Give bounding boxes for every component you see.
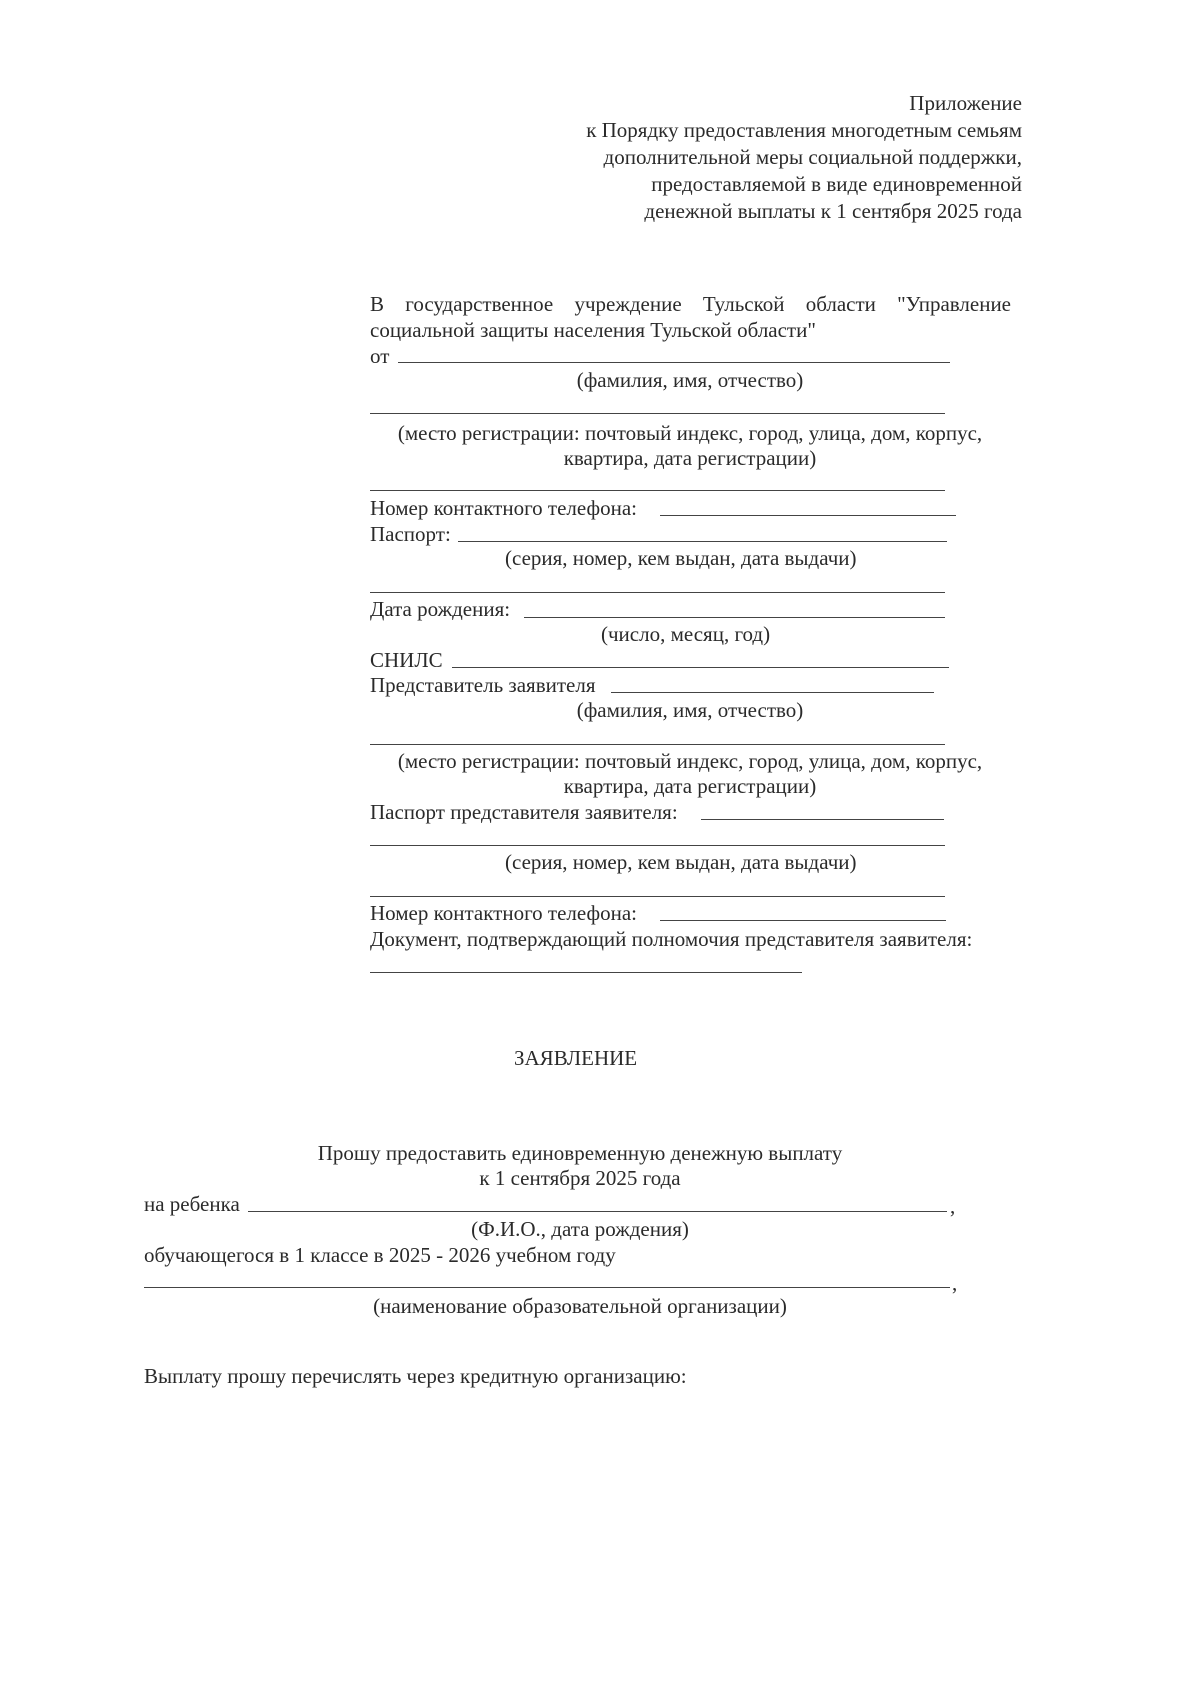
child-label: на ребенка xyxy=(144,1192,240,1216)
applicant-registration-caption-1: (место регистрации: почтовый индекс, город, улица, дом, корпус, xyxy=(397,421,983,445)
applicant-birthdate-field[interactable] xyxy=(524,617,945,618)
appendix-line-5: денежной выплаты к 1 сентября 2025 года xyxy=(644,199,1022,223)
statement-title: ЗАЯВЛЕНИЕ xyxy=(514,1046,638,1070)
appendix-line-2: к Порядку предоставления многодетным семьям xyxy=(586,118,1022,142)
applicant-snils-field[interactable] xyxy=(452,667,949,668)
addressee-line-1: В государственное учреждение Тульской области "Управление xyxy=(370,292,1011,316)
applicant-phone-field[interactable] xyxy=(660,515,956,516)
representative-label: Представитель заявителя xyxy=(370,673,596,697)
representative-phone-label: Номер контактного телефона: xyxy=(370,901,637,925)
child-caption: (Ф.И.О., дата рождения) xyxy=(471,1217,689,1241)
representative-phone-field[interactable] xyxy=(660,920,946,921)
representative-authority-doc-label: Документ, подтверждающий полномочия представителя заявителя: xyxy=(370,927,973,951)
representative-passport-caption: (серия, номер, кем выдан, дата выдачи) xyxy=(505,850,857,874)
payment-line: Выплату прошу перечислять через кредитную организацию: xyxy=(144,1364,687,1388)
appendix-title: Приложение xyxy=(909,91,1022,115)
from-label: от xyxy=(370,344,390,368)
child-name-field[interactable] xyxy=(248,1211,947,1212)
applicant-name-field[interactable] xyxy=(398,362,950,363)
applicant-passport-extra-field[interactable] xyxy=(370,592,945,593)
school-name-field[interactable] xyxy=(144,1287,950,1288)
addressee-line-2: социальной защиты населения Тульской области" xyxy=(370,318,816,342)
school-caption: (наименование образовательной организации) xyxy=(373,1294,787,1318)
request-line-2: к 1 сентября 2025 года xyxy=(479,1166,681,1190)
applicant-birthdate-label: Дата рождения: xyxy=(370,597,511,621)
child-comma: , xyxy=(950,1194,956,1218)
applicant-registration-caption-2: квартира, дата регистрации) xyxy=(563,446,817,470)
appendix-line-4: предоставляемой в виде единовременной xyxy=(651,172,1022,196)
studying-line: обучающегося в 1 классе в 2025 - 2026 учебном году xyxy=(144,1243,616,1267)
representative-passport-extra-field-2[interactable] xyxy=(370,896,945,897)
representative-registration-caption-1: (место регистрации: почтовый индекс, город, улица, дом, корпус, xyxy=(397,749,983,773)
representative-authority-doc-field[interactable] xyxy=(370,972,802,973)
representative-registration-caption-2: квартира, дата регистрации) xyxy=(563,774,817,798)
applicant-birthdate-caption: (число, месяц, год) xyxy=(601,622,771,646)
representative-passport-extra-field[interactable] xyxy=(370,845,945,846)
applicant-passport-caption: (серия, номер, кем выдан, дата выдачи) xyxy=(505,546,857,570)
applicant-phone-label: Номер контактного телефона: xyxy=(370,496,637,520)
applicant-registration-field[interactable] xyxy=(370,413,945,414)
appendix-line-3: дополнительной меры социальной поддержки, xyxy=(603,145,1022,169)
applicant-passport-field[interactable] xyxy=(458,541,947,542)
representative-name-caption: (фамилия, имя, отчество) xyxy=(576,698,804,722)
applicant-passport-label: Паспорт: xyxy=(370,522,451,546)
representative-name-field[interactable] xyxy=(611,692,934,693)
applicant-snils-label: СНИЛС xyxy=(370,648,443,672)
request-line-1: Прошу предоставить единовременную денежную выплату xyxy=(317,1141,843,1165)
school-comma: , xyxy=(952,1271,958,1295)
representative-passport-field[interactable] xyxy=(701,819,944,820)
applicant-registration-extra-field[interactable] xyxy=(370,490,945,491)
applicant-name-caption: (фамилия, имя, отчество) xyxy=(576,368,804,392)
representative-passport-label: Паспорт представителя заявителя: xyxy=(370,800,678,824)
representative-registration-field[interactable] xyxy=(370,744,945,745)
